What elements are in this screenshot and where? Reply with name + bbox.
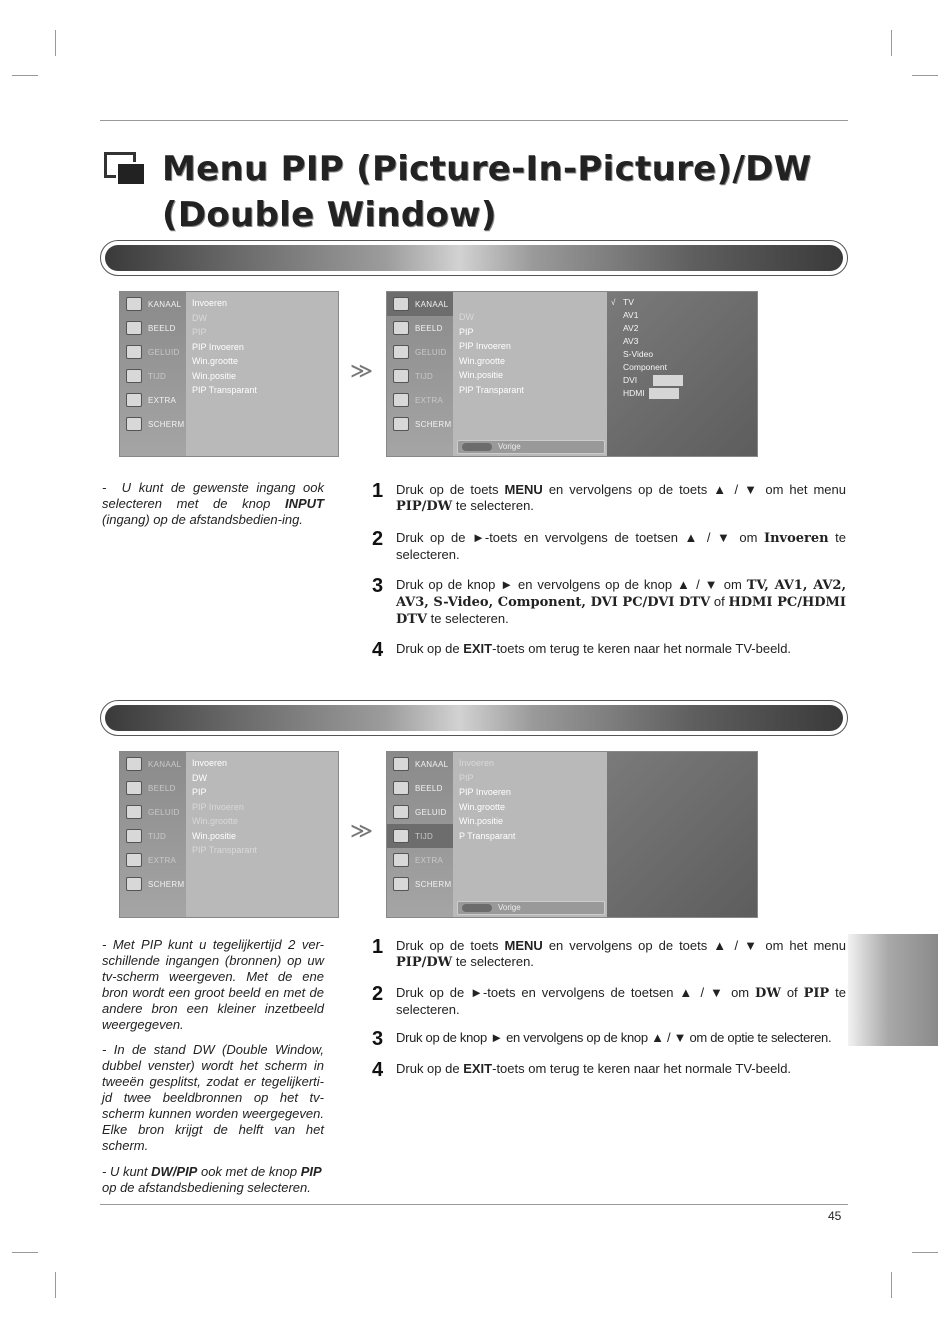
menu-option: Invoeren	[459, 758, 495, 768]
note-dw-description: - In de stand DW (Double Window, dubbel venster) wordt het scherm in tweeën gesplitst, zodat er tegelijkerti-jd twee beeldbronnen op het tv-scherm kunnen worden weergegeven. Elke bron krijgt de helft van het scherm.	[102, 1042, 324, 1153]
screen-adjust-icon	[126, 417, 142, 431]
source-option: Component	[623, 362, 667, 372]
menu-option: Win.positie	[459, 370, 504, 380]
menu-option: Win.grootte	[459, 801, 506, 812]
step-number: 3	[372, 1028, 384, 1050]
menu-options	[455, 756, 601, 843]
step-1	[372, 482, 846, 515]
top-rule	[100, 120, 848, 121]
menu-screen-2	[386, 291, 758, 457]
picture-icon	[393, 781, 409, 795]
prev-button: Vorige	[457, 440, 605, 454]
prev-button: Vorige	[457, 901, 605, 915]
sidebar-item-scherm: SCHERM	[120, 872, 186, 896]
menu-option: PIP Invoeren	[192, 341, 244, 352]
picture-icon	[126, 781, 142, 795]
step-4	[372, 1061, 846, 1081]
wrench-icon	[393, 393, 409, 407]
sidebar-item-scherm: SCHERM	[387, 412, 453, 436]
sidebar-item-extra: EXTRA	[120, 848, 186, 872]
note-pip-description: - Met PIP kunt u tegelijkertijd 2 ver-schillende ingangen (bronnen) op uw tv-scherm weergeven. Met de ene bron wordt een groot beeld en met de andere bron een kleiner inzetbeeld weergegeven.	[102, 937, 324, 1032]
speaker-icon	[393, 345, 409, 359]
crop-mark	[55, 1272, 56, 1298]
menu-option: Win.grootte	[192, 356, 239, 366]
page-title	[162, 146, 811, 238]
step-number: 3	[372, 575, 384, 597]
menu-screen-1	[119, 291, 339, 457]
sidebar-item-geluid: GELUID	[387, 340, 453, 364]
antenna-icon	[126, 297, 142, 311]
pill-icon	[462, 904, 492, 912]
clock-icon	[126, 829, 142, 843]
menu-option: Win.positie	[192, 830, 237, 841]
crop-mark	[912, 1252, 938, 1253]
step-text: Druk op de toets MENU en vervolgens op de toets ▲ / ▼ om het menu PIP/DW te selecteren.	[396, 482, 847, 514]
menu-screen-4	[386, 751, 758, 918]
menu-option: DW	[459, 312, 474, 322]
step-2	[372, 530, 846, 563]
step-text: Druk op de EXIT-toets om terug te keren naar het normale TV-beeld.	[396, 1061, 792, 1076]
source-option-hdmi: HDMI	[607, 387, 757, 400]
menu-option: DW	[192, 312, 207, 323]
step-text: Druk op de EXIT-toets om terug te keren naar het normale TV-beeld.	[396, 641, 792, 656]
sidebar-item-kanaal: KANAAL	[387, 752, 453, 776]
screen-adjust-icon	[126, 877, 142, 891]
step-text: Druk op de knop ► en vervolgens op de knop ▲ / ▼ om de optie te selecteren.	[396, 1030, 832, 1045]
sidebar-item-tijd: TIJD	[120, 364, 186, 388]
menu-option: PIP Invoeren	[192, 801, 244, 812]
note-pip-button: - U kunt DW/PIP ook met de knop PIP op de afstandsbediening selecteren.	[102, 1164, 322, 1195]
pip-window-icon	[104, 152, 144, 184]
submenu-swatch	[649, 388, 679, 399]
menu-option: PIP	[192, 327, 207, 337]
menu-options	[188, 296, 257, 398]
menu-option: DW	[192, 772, 207, 783]
step-text: Druk op de knop ► en vervolgens op de knop ▲ / ▼ om TV, AV1, AV2, AV3, S-Video, Component, DVI PC/DVI DTV of HDMI PC/HDMI DTV te selecteren.	[396, 577, 846, 627]
step-number: 4	[372, 1059, 384, 1081]
menu-option: PIP	[192, 787, 207, 797]
sidebar-item-beeld: BEELD	[387, 776, 453, 800]
menu-option: P Transparant	[459, 830, 516, 841]
step-3	[372, 577, 846, 628]
menu-sidebar	[387, 752, 453, 917]
sidebar-item-tijd: TIJD	[387, 824, 453, 848]
menu-option: PIP Transparant	[192, 845, 257, 855]
menu-sidebar	[120, 752, 186, 917]
sidebar-item-geluid: GELUID	[120, 800, 186, 824]
antenna-icon	[393, 757, 409, 771]
clock-icon	[393, 829, 409, 843]
menu-option: Win.positie	[459, 816, 504, 826]
step-text: Druk op de ►-toets en vervolgens de toetsen ▲ / ▼ om Invoeren te selecteren.	[396, 530, 846, 562]
crop-mark	[891, 30, 892, 56]
wrench-icon	[126, 393, 142, 407]
step-1	[372, 938, 846, 971]
source-option: AV3	[623, 336, 639, 346]
speaker-icon	[393, 805, 409, 819]
menu-option: Win.grootte	[192, 816, 239, 826]
source-option: AV1	[623, 310, 639, 320]
sidebar-item-kanaal: KANAAL	[120, 752, 186, 776]
section-band-1	[100, 240, 848, 276]
picture-icon	[393, 321, 409, 335]
sidebar-item-beeld: BEELD	[387, 316, 453, 340]
source-option: AV2	[623, 323, 639, 333]
screen-adjust-icon	[393, 417, 409, 431]
menu-option: PIP Transparant	[192, 385, 257, 395]
sidebar-item-geluid: GELUID	[120, 340, 186, 364]
menu-sidebar	[120, 292, 186, 456]
menu-options	[455, 310, 524, 397]
picture-icon	[126, 321, 142, 335]
antenna-icon	[126, 757, 142, 771]
sidebar-item-scherm: SCHERM	[120, 412, 186, 436]
antenna-icon	[393, 297, 409, 311]
flow-arrow: ≫	[350, 818, 374, 843]
menu-option: PIP	[459, 772, 474, 783]
menu-option: Invoeren	[192, 758, 228, 768]
step-number: 4	[372, 639, 384, 661]
sidebar-item-scherm: SCHERM	[387, 872, 453, 896]
crop-mark	[891, 1272, 892, 1298]
note-input: - U kunt de gewenste ingang ook selecteren met de knop INPUT (ingang) op de afstandsbedien-ing.	[102, 480, 324, 527]
speaker-icon	[126, 805, 142, 819]
sidebar-item-kanaal: KANAAL	[120, 292, 186, 316]
menu-option: Win.positie	[192, 370, 237, 381]
crop-mark	[912, 75, 938, 76]
sidebar-item-extra: EXTRA	[120, 388, 186, 412]
sidebar-item-tijd: TIJD	[120, 824, 186, 848]
step-3	[372, 1030, 846, 1050]
menu-sidebar	[387, 292, 453, 456]
screen-adjust-icon	[393, 877, 409, 891]
page-number: 45	[828, 1209, 842, 1223]
step-number: 2	[372, 983, 384, 1005]
crop-mark	[12, 1252, 38, 1253]
source-option: S-Video	[623, 349, 654, 359]
check-icon: √	[611, 298, 616, 307]
menu-screen-3	[119, 751, 339, 918]
step-2	[372, 985, 846, 1018]
title-line-1: Menu PIP (Picture-In-Picture)/DW	[162, 149, 812, 189]
menu-option: PIP	[459, 326, 474, 337]
menu-option: PIP Invoeren	[459, 341, 511, 351]
source-submenu	[607, 292, 757, 456]
crop-mark	[55, 30, 56, 56]
menu-option: PIP Invoeren	[459, 787, 511, 797]
wrench-icon	[393, 853, 409, 867]
source-option-dvi: DVI	[607, 374, 757, 387]
sidebar-item-beeld: BEELD	[120, 316, 186, 340]
menu-option: Invoeren	[192, 298, 228, 308]
sidebar-item-geluid: GELUID	[387, 800, 453, 824]
step-number: 1	[372, 936, 384, 958]
menu-option: Win.grootte	[459, 355, 506, 366]
dw-preview-area	[607, 752, 757, 917]
bottom-rule	[100, 1204, 848, 1205]
sidebar-item-tijd: TIJD	[387, 364, 453, 388]
menu-option: PIP Transparant	[459, 384, 524, 395]
flow-arrow: ≫	[350, 358, 374, 383]
chapter-tab	[848, 934, 938, 1046]
source-option-tv: √ TV	[611, 297, 634, 307]
speaker-icon	[126, 345, 142, 359]
sidebar-item-beeld: BEELD	[120, 776, 186, 800]
step-text: Druk op de ►-toets en vervolgens de toetsen ▲ / ▼ om DW of PIP te selecteren.	[396, 985, 846, 1017]
step-number: 1	[372, 480, 384, 502]
sidebar-item-extra: EXTRA	[387, 388, 453, 412]
sidebar-item-kanaal: KANAAL	[387, 292, 453, 316]
crop-mark	[12, 75, 38, 76]
menu-options	[188, 756, 257, 858]
sidebar-item-extra: EXTRA	[387, 848, 453, 872]
title-line-2: (Double Window)	[162, 195, 497, 235]
section-band-2	[100, 700, 848, 736]
step-number: 2	[372, 528, 384, 550]
clock-icon	[393, 369, 409, 383]
submenu-swatch	[653, 375, 683, 386]
step-text: Druk op de toets MENU en vervolgens op de toets ▲ / ▼ om het menu PIP/DW te selecteren.	[396, 938, 847, 970]
clock-icon	[126, 369, 142, 383]
wrench-icon	[126, 853, 142, 867]
step-4	[372, 641, 846, 661]
pill-icon	[462, 443, 492, 451]
